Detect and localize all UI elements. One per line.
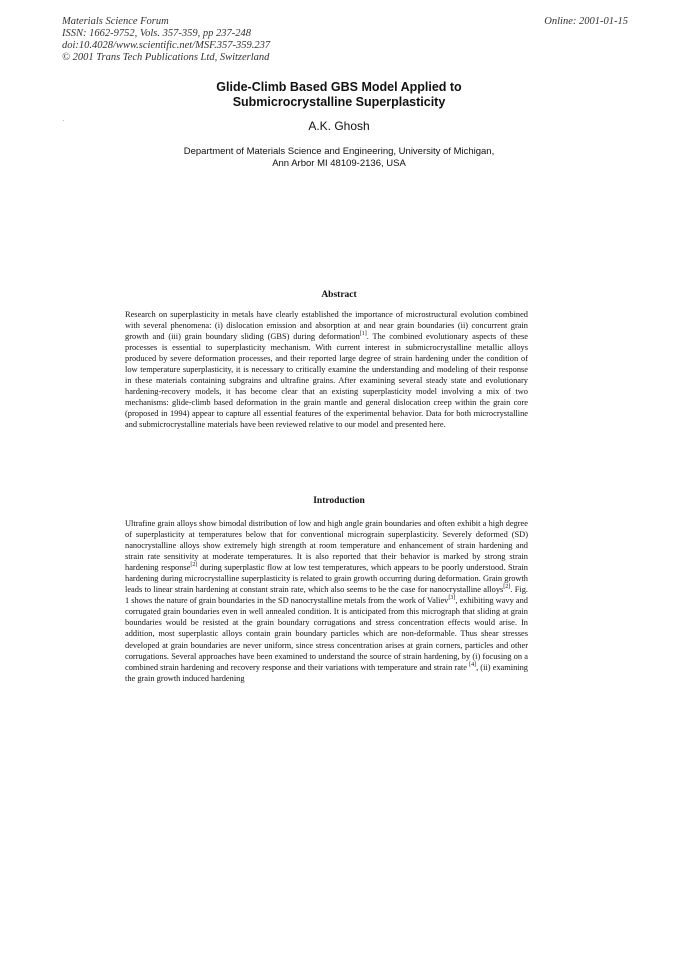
citation-1[interactable]: [1] [359, 331, 367, 338]
introduction-paragraph [125, 518, 528, 684]
journal-name: Materials Science Forum [62, 16, 169, 27]
journal-doi-link[interactable]: doi:10.4028/www.scientific.net/MSF.357-359.237 [62, 40, 271, 51]
journal-issn: ISSN: 1662-9752, Vols. 357-359, pp 237-248 [62, 28, 251, 39]
abstract-text-part-2: . The combined evolutionary aspects of these processes is essential to superplasticity mechanism. With current interest in submicrocrystalline metallic alloys produced by severe deformation processes, and their reported large degree of strain hardening under the condition of low temperature superplasticity, it is necessary to critically examine the understanding and modeling of their response in these materials containing subgrains and ultrafine grains. After examining several steady state and evolutionary hardening-recovery models, it has become clear that an existing superplasticity model involving a mix of two mechanisms: glide-climb based deformation in the grain mantle and general dislocation creep within the grain core (proposed in 1994) appear to capture all essential features of the experimental behavior. Data for both microcrystalline and submicrocrystalline materials have been reviewed relative to our model and presented here. [125, 332, 529, 430]
abstract-paragraph [125, 309, 528, 431]
affiliation-line-2: Ann Arbor MI 48109-2136, USA [272, 158, 406, 169]
affiliation-line-1: Department of Materials Science and Engineering, University of Michigan, [183, 146, 495, 157]
intro-text-part-2: during superplastic flow at low test temperatures, which appears to be poorly understood. Strain hardening during microcrystalline superplasticity is related to grain growth occurring during deformation. Grain growth leads to linear strain hardening at constant strain rate, which also seems to be the case for nanocrystalline alloys [125, 563, 528, 595]
citation-2[interactable]: [2] [190, 562, 198, 569]
intro-text-part-3: . Fig. 1 shows the nature of grain boundaries in the SD nanocrystalline metals from the work of Valiev [125, 585, 528, 606]
author-name: A.K. Ghosh [308, 119, 370, 133]
paper-title [0, 80, 678, 110]
abstract-text-part-1: Research on superplasticity in metals have clearly established the importance of microstructural evolution combined with several phenomena: (i) dislocation emission and absorption at and near grain boundaries (ii) concurrent grain growth and (iii) grain boundary sliding (GBS) during deformation [125, 310, 528, 342]
affiliation [0, 146, 678, 170]
intro-text-part-1: Ultrafine grain alloys show bimodal distribution of low and high angle grain boundaries and often exhibit a high degree of superplasticity at temperatures below that for conventional micrograin superplasticity. Severely deformed (SD) nanocrystalline alloys show extremely high strength at room temperature and enhancement of strain hardening and strain rate sensitivity at moderate temperatures. It is also reported that their behavior is marked by strong strain hardening response [125, 519, 528, 573]
journal-header [62, 16, 270, 64]
paper-title-line-1: Glide-Climb Based GBS Model Applied to [216, 80, 462, 94]
citation-2-repeat[interactable]: [2] [503, 584, 511, 591]
abstract-heading: Abstract [321, 290, 357, 300]
citation-4[interactable]: [4] [469, 661, 477, 668]
intro-text-part-5: , (ii) examining the grain growth induced hardening [125, 662, 528, 683]
paper-title-line-2: Submicrocrystalline Superplasticity [232, 95, 446, 109]
introduction-heading: Introduction [313, 496, 365, 506]
journal-copyright: © 2001 Trans Tech Publications Ltd, Switzerland [62, 52, 270, 63]
citation-3[interactable]: [3] [448, 595, 456, 602]
intro-text-part-4: , exhibiting wavy and corrugated grain boundaries even in well annealed condition. It is anticipated from this micrograph that sliding at grain boundaries would be resisted at the grain boundary corrugations and stress concentration effects would arise. In addition, most superplastic alloys contain grain boundary particles which are non-deformable. Thus shear stresses developed at grain boundaries are never uniform, since stress concentration arises at grain corners, particles and other corrugations. Several approaches have been examined to understand the source of strain hardening, by (i) focusing on a combined strain hardening and recovery response and their variations with temperature and strain rate [125, 596, 528, 672]
online-date: Online: 2001-01-15 [544, 16, 628, 27]
